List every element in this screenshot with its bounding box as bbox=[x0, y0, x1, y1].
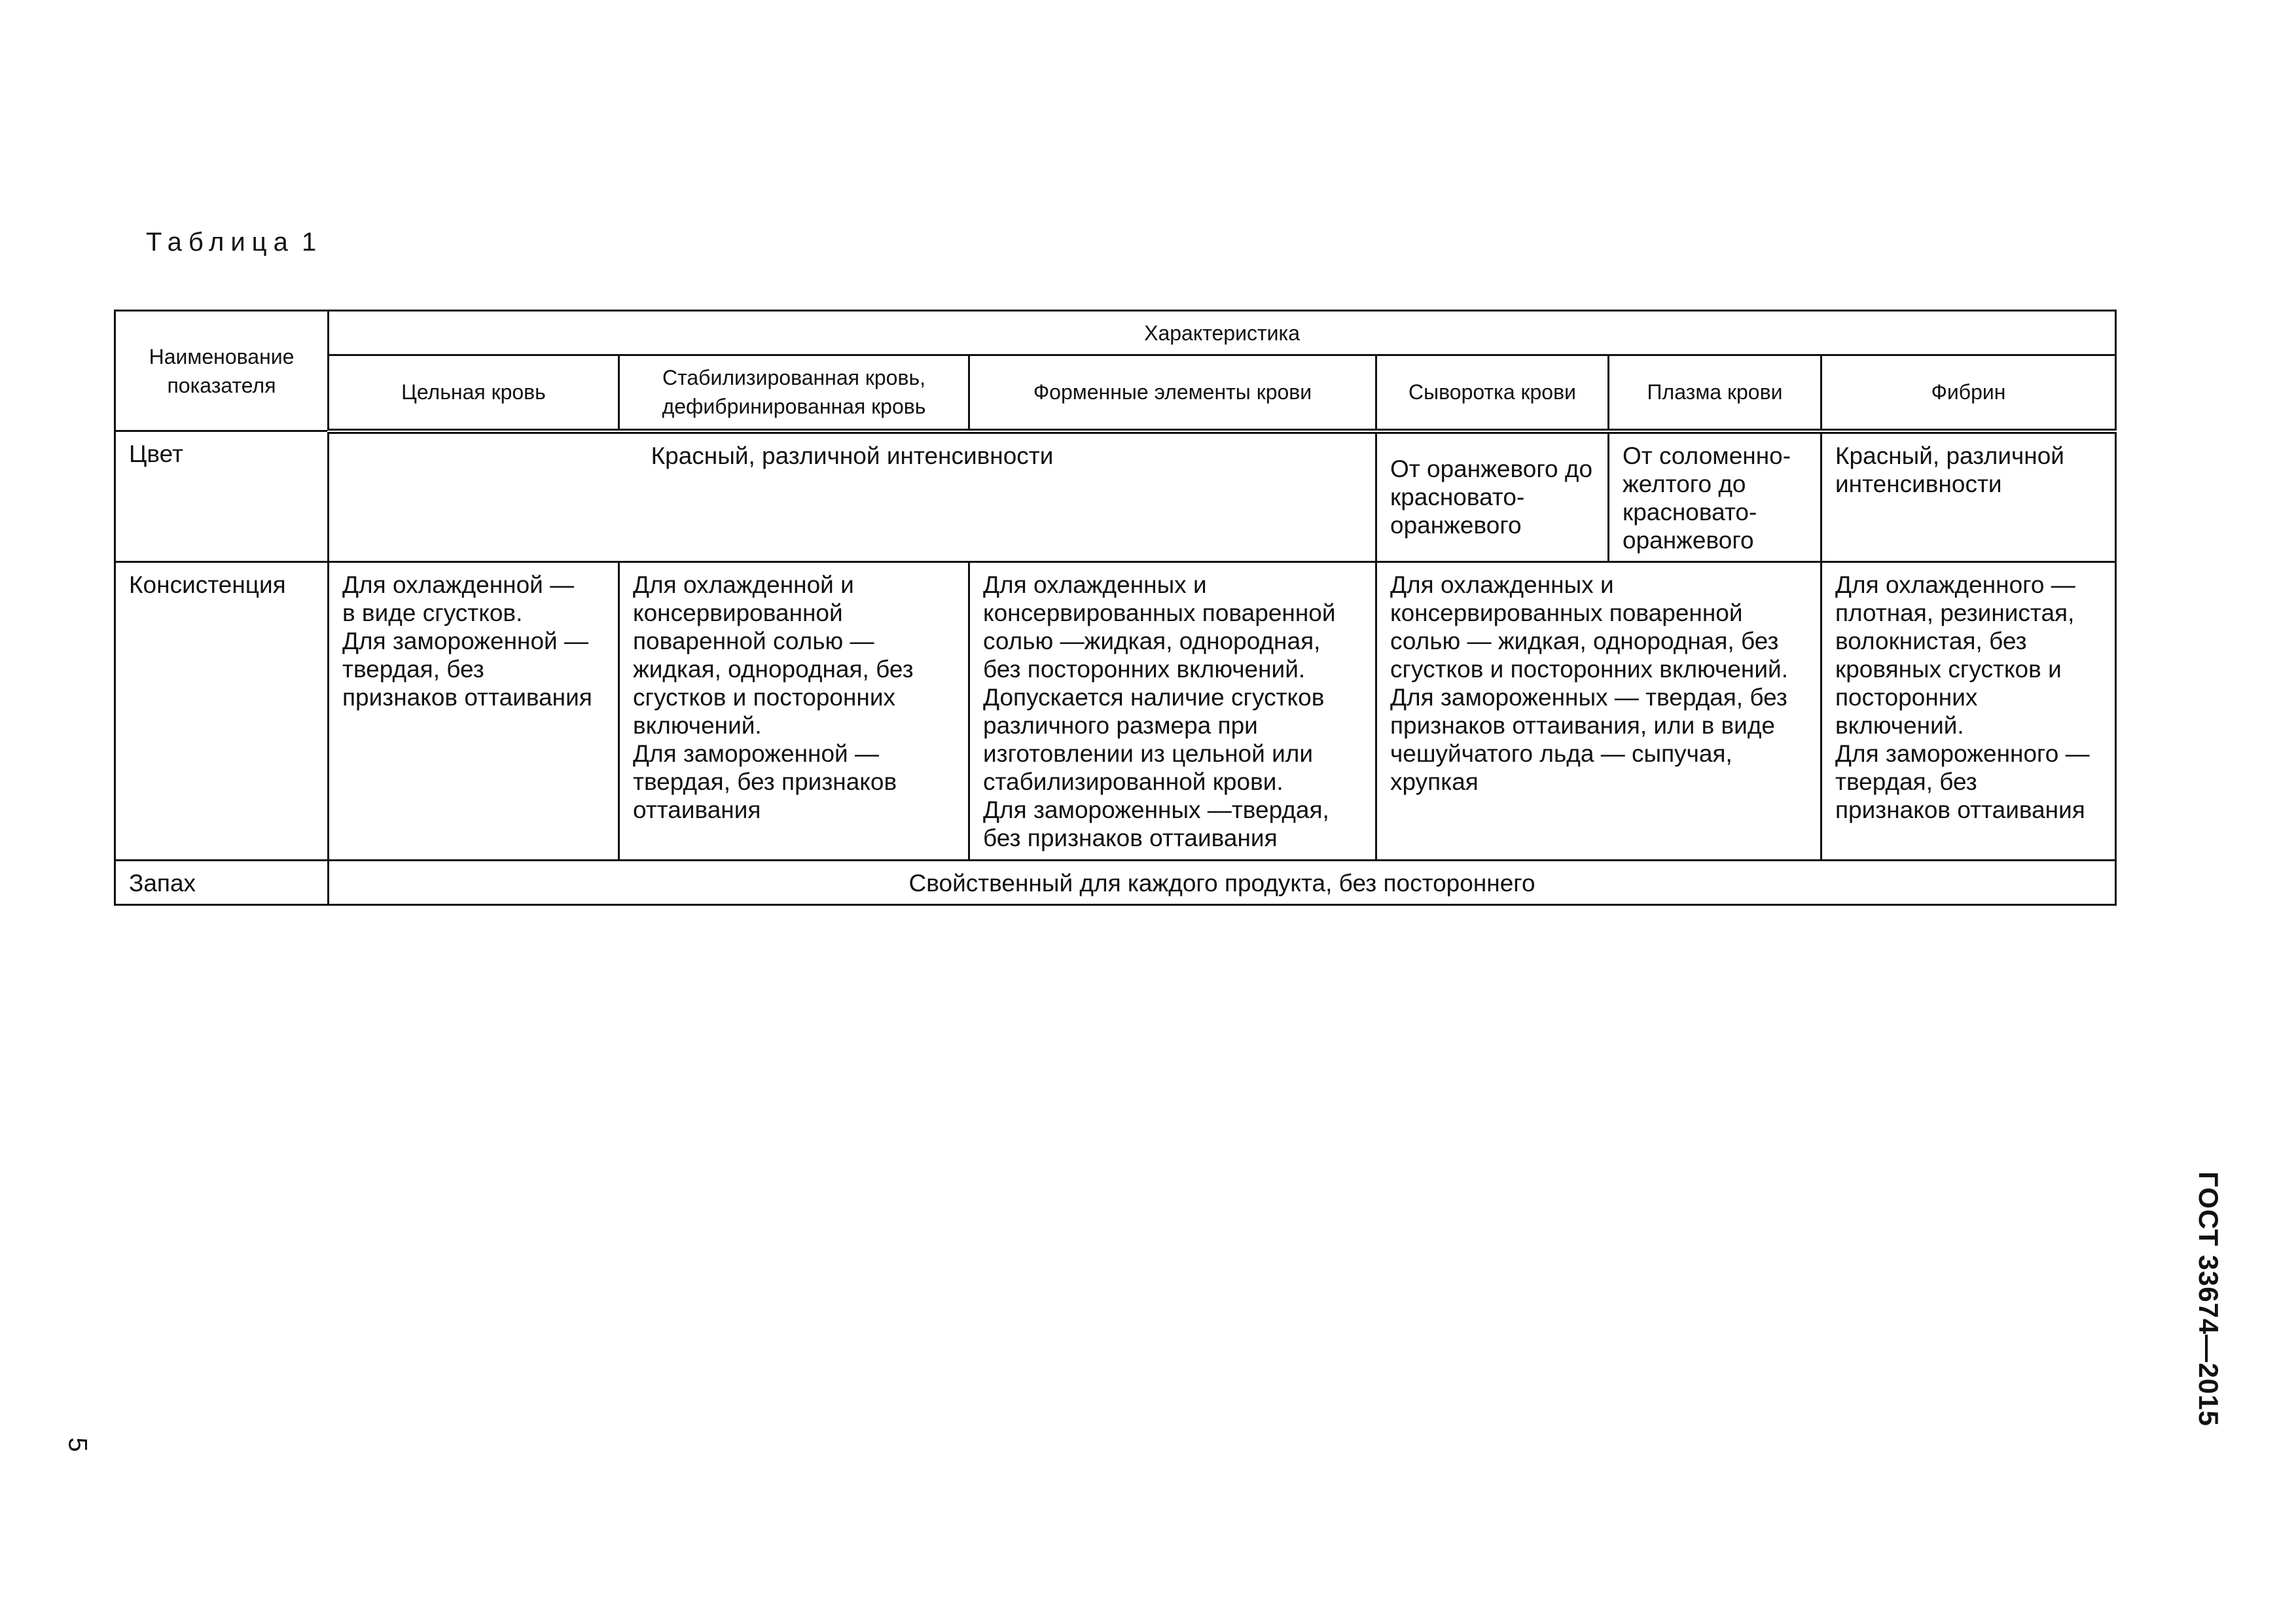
header-plasma: Плазма крови bbox=[1609, 355, 1821, 431]
consistency-stabilized-cell: Для охлажденной и консервированной поваренной солью — жидкая, однородная, без сгустков и посторонних включений. Для замороженной — твердая, без признаков оттаивания bbox=[619, 562, 969, 861]
standard-designation: ГОСТ 33674—2015 bbox=[2193, 1171, 2224, 1427]
row-name-smell: Запах bbox=[115, 861, 329, 905]
page-number: 5 bbox=[63, 1437, 92, 1452]
header-whole-blood: Цельная кровь bbox=[329, 355, 619, 431]
color-fibrin-cell: Красный, различной интенсивности bbox=[1821, 431, 2116, 562]
table-caption bbox=[146, 228, 316, 257]
table-row-smell bbox=[115, 861, 2116, 905]
header-fibrin: Фибрин bbox=[1821, 355, 2116, 431]
consistency-whole-cell: Для охлажденной — в виде сгустков. Для замороженной — твердая, без признаков оттаивания bbox=[329, 562, 619, 861]
table-caption-number: 1 bbox=[301, 228, 317, 257]
header-serum: Сыворотка крови bbox=[1376, 355, 1609, 431]
header-characteristic: Характеристика bbox=[329, 311, 2116, 355]
header-indicator-name: Наименование показателя bbox=[115, 311, 329, 431]
table-row-consistency bbox=[115, 562, 2116, 861]
color-serum-cell: От оранжевого до красновато-оранжевого bbox=[1376, 431, 1609, 562]
header-formed-elements: Форменные элементы крови bbox=[969, 355, 1376, 431]
characteristics-table bbox=[114, 310, 2117, 906]
consistency-fibrin-cell: Для охлажденного — плотная, резинистая, волокнистая, без кровяных сгустков и посторонних включений. Для замороженного — твердая, без признаков оттаивания bbox=[1821, 562, 2116, 861]
row-name-consistency: Консистенция bbox=[115, 562, 329, 861]
header-stabilized-blood: Стабилизированная кровь, дефибринированная кровь bbox=[619, 355, 969, 431]
color-merged-cell: Красный, различной интенсивности bbox=[329, 431, 1376, 562]
table-row-color bbox=[115, 431, 2116, 562]
table-caption-word: Таблица bbox=[146, 228, 295, 257]
smell-merged-cell: Свойственный для каждого продукта, без постороннего bbox=[329, 861, 2116, 905]
consistency-formed-cell: Для охлажденных и консервированных поваренной солью —жидкая, однородная, без посторонних включений. Допускается наличие сгустков различного размера при изготовлении из цельной или стабилизированной крови. Для замороженных —твердая, без признаков оттаивания bbox=[969, 562, 1376, 861]
consistency-serum-plasma-cell: Для охлажденных и консервированных поваренной солью — жидкая, однородная, без сгустков и посторонних включений. Для замороженных — твердая, без признаков оттаивания, или в виде чешуйчатого льда — сыпучая, хрупкая bbox=[1376, 562, 1821, 861]
color-plasma-cell: От соломенно-желтого до красновато-оранжевого bbox=[1609, 431, 1821, 562]
row-name-color: Цвет bbox=[115, 431, 329, 562]
